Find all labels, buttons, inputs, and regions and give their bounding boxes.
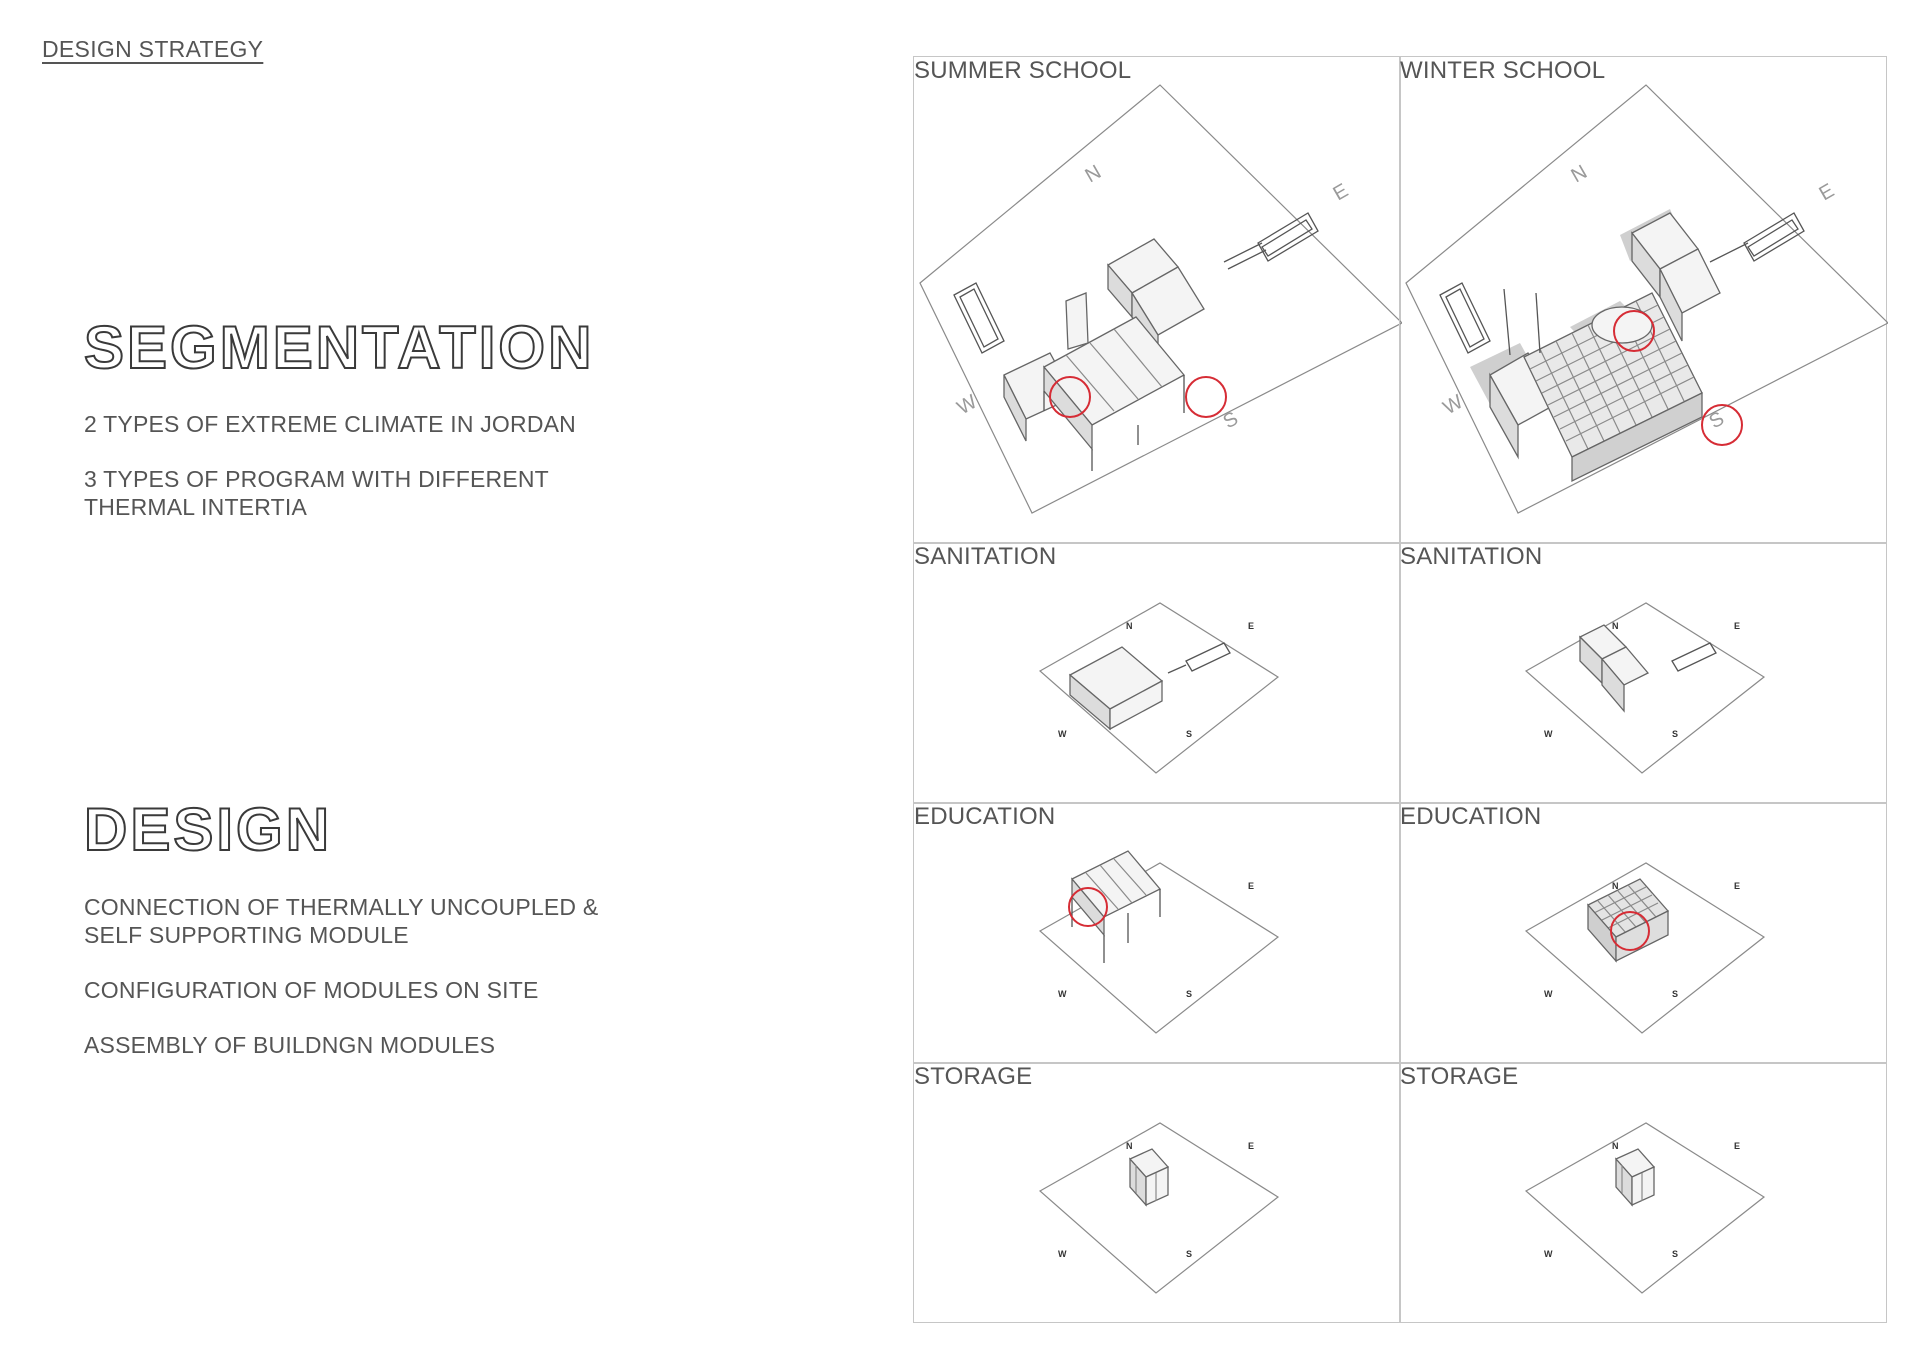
segmentation-heading: SEGMENTATION — [84, 314, 595, 381]
svg-text:E: E — [1815, 179, 1839, 206]
summer-school-panel — [913, 56, 1401, 544]
sanitation-left-drawing — [914, 543, 1402, 805]
svg-text:W: W — [1058, 729, 1067, 739]
design-text-1: CONNECTION OF THERMALLY UNCOUPLED & SELF SUPPORTING MODULE — [84, 894, 599, 948]
storage-left-panel — [913, 1062, 1401, 1323]
education-right-title: EDUCATION — [1400, 803, 1542, 830]
sanitation-left-title: SANITATION — [914, 543, 1057, 570]
svg-text:S: S — [1705, 407, 1729, 434]
summer-school-title: SUMMER SCHOOL — [914, 57, 1132, 84]
sanitation-right-title: SANITATION — [1400, 543, 1543, 570]
svg-text:N: N — [1567, 161, 1592, 188]
design-heading: DESIGN — [84, 796, 333, 863]
summer-school-drawing — [914, 57, 1402, 545]
education-right-drawing — [1400, 803, 1888, 1065]
design-text-2: CONFIGURATION OF MODULES ON SITE — [84, 977, 539, 1003]
education-left-drawing — [914, 803, 1402, 1065]
svg-text:N: N — [1081, 161, 1106, 188]
storage-left-title: STORAGE — [914, 1063, 1033, 1090]
svg-text:S: S — [1186, 729, 1193, 739]
svg-text:N: N — [1612, 621, 1619, 631]
svg-text:N: N — [1126, 1141, 1133, 1151]
storage-right-drawing — [1400, 1063, 1888, 1324]
storage-left-drawing — [914, 1063, 1402, 1324]
svg-text:E: E — [1734, 1141, 1741, 1151]
segmentation-text-2: 3 TYPES OF PROGRAM WITH DIFFERENT THERMAL INTERTIA — [84, 466, 549, 520]
svg-text:E: E — [1734, 881, 1741, 891]
svg-text:E: E — [1248, 1141, 1255, 1151]
svg-text:W: W — [1439, 390, 1467, 420]
education-left-title: EDUCATION — [914, 803, 1056, 830]
winter-school-title: WINTER SCHOOL — [1400, 57, 1606, 84]
svg-text:S: S — [1672, 729, 1679, 739]
storage-right-panel — [1399, 1062, 1887, 1323]
segmentation-text-1: 2 TYPES OF EXTREME CLIMATE IN JORDAN — [84, 411, 576, 437]
sanitation-right-panel — [1399, 542, 1887, 804]
svg-text:S: S — [1219, 407, 1243, 434]
svg-text:E: E — [1248, 621, 1255, 631]
design-text-3: ASSEMBLY OF BUILDNGN MODULES — [84, 1032, 496, 1058]
svg-text:N: N — [1612, 1141, 1619, 1151]
svg-text:N: N — [1126, 621, 1133, 631]
page-label: DESIGN STRATEGY — [42, 36, 264, 62]
svg-text:W: W — [953, 390, 981, 420]
svg-text:N: N — [1612, 881, 1619, 891]
winter-school-drawing — [1400, 57, 1888, 545]
svg-text:W: W — [1544, 989, 1553, 999]
sanitation-right-drawing — [1400, 543, 1888, 805]
svg-text:S: S — [1186, 989, 1193, 999]
svg-text:W: W — [1544, 1249, 1553, 1259]
education-right-panel — [1399, 802, 1887, 1064]
svg-text:E: E — [1734, 621, 1741, 631]
svg-text:W: W — [1058, 1249, 1067, 1259]
sanitation-left-panel — [913, 542, 1401, 804]
svg-text:E: E — [1329, 179, 1353, 206]
svg-text:S: S — [1672, 989, 1679, 999]
svg-text:W: W — [1544, 729, 1553, 739]
svg-text:E: E — [1248, 881, 1255, 891]
svg-text:S: S — [1186, 1249, 1193, 1259]
svg-text:W: W — [1058, 989, 1067, 999]
winter-school-panel — [1399, 56, 1887, 544]
diagram-grid — [913, 56, 1887, 1323]
svg-text:S: S — [1672, 1249, 1679, 1259]
storage-right-title: STORAGE — [1400, 1063, 1519, 1090]
education-left-panel — [913, 802, 1401, 1064]
